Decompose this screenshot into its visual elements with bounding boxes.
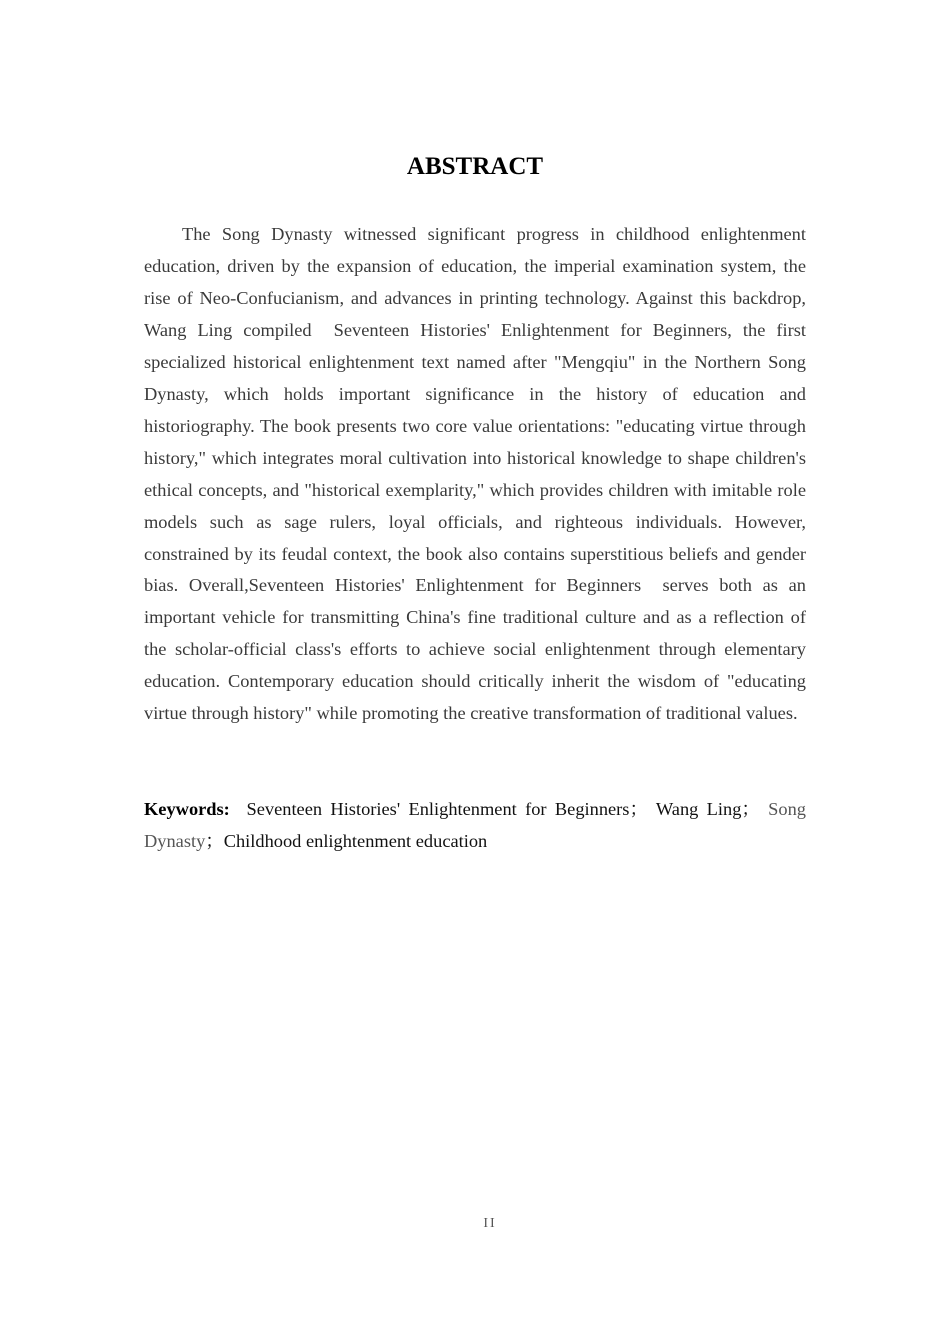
page-number: II bbox=[483, 1216, 497, 1231]
keywords-label: Keywords: bbox=[144, 799, 230, 819]
abstract-body: The Song Dynasty witnessed significant progress in childhood enlightenment education, driven by the expansion of education, the imperial examination system, the rise of Neo-Confucianism, and advances in printing technology. Against this backdrop, Wang Ling compiled Seventeen Histories' Enlightenment for Beginners, the first specialized historical enlightenment text named after "Mengqiu" in the Northern Song Dynasty, which holds important significance in the history of education and historiography. The book presents two core value orientations: "educating virtue through history," which integrates moral cultivation into historical knowledge to shape children's ethical concepts, and "historical exemplarity," which provides children with imitable role models such as sage rulers, loyal officials, and righteous individuals. However, constrained by its feudal context, the book also contains superstitious beliefs and gender bias. Overall,Seventeen Histories' Enlightenment for Beginners serves both as an important vehicle for transmitting China's fine traditional culture and as a reflection of the scholar-official class's efforts to achieve social enlightenment through elementary education. Contemporary education should critically inherit the wisdom of "educating virtue through history" while promoting the creative transformation of traditional values. bbox=[144, 224, 806, 724]
keyword-separator: ； bbox=[741, 799, 760, 819]
abstract-title: ABSTRACT bbox=[406, 153, 544, 180]
keyword-separator: ； bbox=[629, 799, 648, 819]
keyword-item: Song Dynasty bbox=[144, 799, 806, 851]
keyword-item: Wang Ling bbox=[655, 799, 742, 819]
keyword-separator: ； bbox=[205, 830, 224, 851]
keyword-item: Seventeen Histories' Enlightenment for Beginners bbox=[246, 799, 630, 819]
keyword-item: Childhood enlightenment education bbox=[223, 830, 488, 851]
keywords-line bbox=[144, 794, 806, 858]
